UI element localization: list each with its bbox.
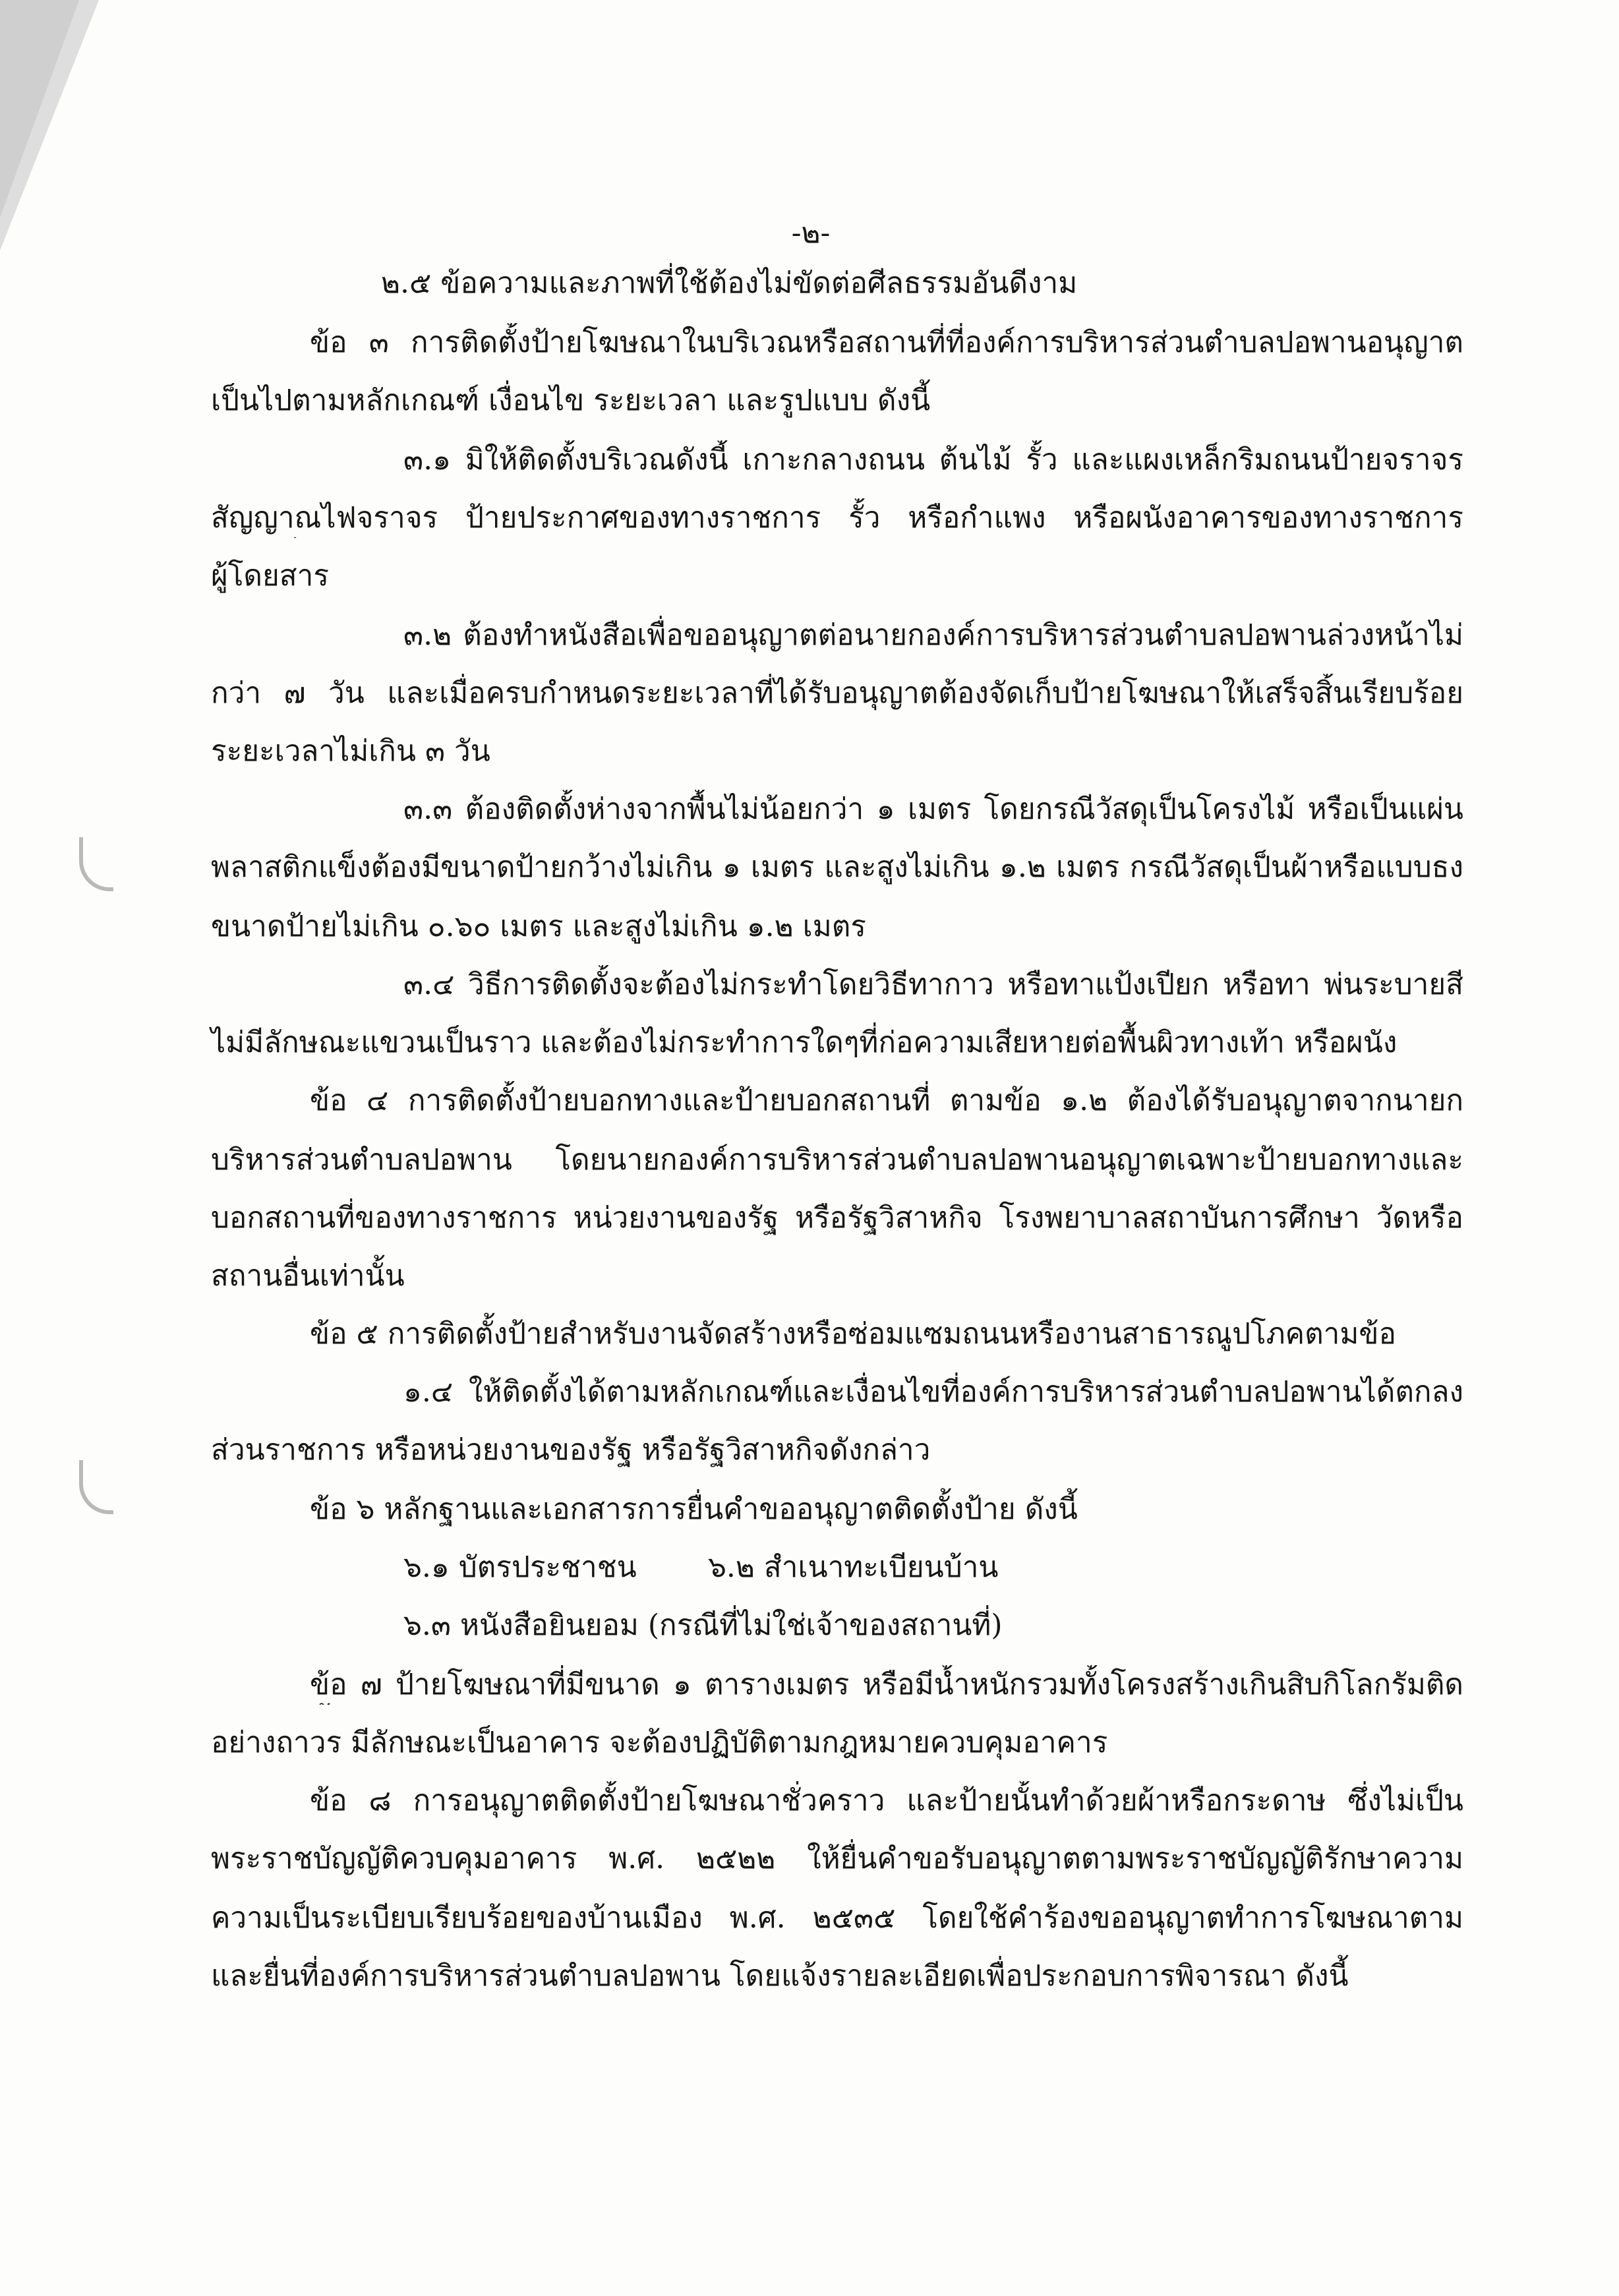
clause-3-line-1: ข้อ ๓ การติดตั้งป้ายโฆษณาในบริเวณหรือสถานที่ที่องค์การบริหารส่วนตำบลปอพานอนุญาต (310, 326, 1463, 359)
clause-4-line-4: สถานอื่นเท่านั้น (211, 1259, 405, 1293)
clause-3-1-line-3: ผู้โดยสาร (211, 559, 329, 593)
clause-3-2-line-3: ระยะเวลาไม่เกิน ๓ วัน (211, 734, 490, 768)
clause-8-line-2: พระราชบัญญัติควบคุมอาคาร พ.ศ. ๒๕๒๒ ให้ยื่นคำขอรับอนุญาตตามพระราชบัญญัติรักษาความ (211, 1842, 1463, 1875)
clause-3-line-2: เป็นไปตามหลักเกณฑ์ เงื่อนไข ระยะเวลา และรูปแบบ ดังนี้ (211, 384, 931, 417)
clause-7-line-1: ข้อ ๗ ป้ายโฆษณาที่มีขนาด ๑ ตารางเมตร หรือมีน้ำหนักรวมทั้งโครงสร้างเกินสิบกิโลกรัมติด (310, 1668, 1463, 1701)
folded-corner-shade (0, 0, 79, 218)
clause-5-line-2: ๑.๔ ให้ติดตั้งได้ตามหลักเกณฑ์และเงื่อนไขที่องค์การบริหารส่วนตำบลปอพานได้ตกลง (403, 1375, 1463, 1409)
clause-8-line-3: ความเป็นระเบียบเรียบร้อยของบ้านเมือง พ.ศ. ๒๕๓๕ โดยใช้คำร้องขออนุญาตทำการโฆษณาตาม (211, 1901, 1463, 1935)
clause-5-line-1: ข้อ ๕ การติดตั้งป้ายสำหรับงานจัดสร้างหรือซ่อมแซมถนนหรืองานสาธารณูปโภคตามข้อ (310, 1317, 1396, 1351)
clause-6-3: ๖.๓ หนังสือยินยอม (กรณีที่ไม่ใช่เจ้าของสถานที่) (403, 1608, 1003, 1642)
clause-6-line-1: ข้อ ๖ หลักฐานและเอกสารการยื่นคำขออนุญาตติดตั้งป้าย ดังนี้ (310, 1492, 1078, 1526)
clause-4-line-1: ข้อ ๔ การติดตั้งป้ายบอกทางและป้ายบอกสถานที่ ตามข้อ ๑.๒ ต้องได้รับอนุญาตจากนายก (310, 1084, 1463, 1117)
clause-3-2-line-1: ๓.๒ ต้องทำหนังสือเพื่อขออนุญาตต่อนายกองค์การบริหารส่วนตำบลปอพานล่วงหน้าไม่ (403, 618, 1463, 652)
clause-2-5: ๒.๕ ข้อความและภาพที่ใช้ต้องไม่ขัดต่อศีลธรรมอันดีงาม (381, 266, 1078, 300)
clause-3-3-line-2: พลาสติกแข็งต้องมีขนาดป้ายกว้างไม่เกิน ๑ เมตร และสูงไม่เกิน ๑.๒ เมตร กรณีวัสดุเป็นผ้าหรือแบบธง (211, 850, 1463, 884)
clause-4-line-3: บอกสถานที่ของทางราชการ หน่วยงานของรัฐ หรือรัฐวิสาหกิจ โรงพยาบาลสถาบันการศึกษา วัดหรือ (211, 1201, 1463, 1235)
clause-3-3-line-3: ขนาดป้ายไม่เกิน ๐.๖๐ เมตร และสูงไม่เกิน ๑.๒ เมตร (211, 910, 866, 943)
clause-3-3-line-1: ๓.๓ ต้องติดตั้งห่างจากพื้นไม่น้อยกว่า ๑ เมตร โดยกรณีวัสดุเป็นโครงไม้ หรือเป็นแผ่น (403, 792, 1463, 826)
clause-6-2: ๖.๒ สำเนาทะเบียนบ้าน (708, 1550, 999, 1584)
clause-7-line-2: อย่างถาวร มีลักษณะเป็นอาคาร จะต้องปฏิบัติตามกฎหมายควบคุมอาคาร (211, 1726, 1108, 1759)
clause-3-2-line-2: กว่า ๗ วัน และเมื่อครบกำหนดระยะเวลาที่ได้รับอนุญาตต้องจัดเก็บป้ายโฆษณาให้เสร็จสิ้นเรียบร้อย (211, 676, 1463, 710)
clause-8-line-4: และยื่นที่องค์การบริหารส่วนตำบลปอพาน โดยแจ้งรายละเอียดเพื่อประกอบการพิจารณา ดังนี้ (211, 1959, 1349, 1993)
clause-5-line-3: ส่วนราชการ หรือหน่วยงานของรัฐ หรือรัฐวิสาหกิจดังกล่าว (211, 1433, 931, 1467)
clause-3-4-line-1: ๓.๔ วิธีการติดตั้งจะต้องไม่กระทำโดยวิธีทากาว หรือทาแป้งเปียก หรือทา พ่นระบายสี (403, 968, 1463, 1001)
clause-3-1-line-1: ๓.๑ มิให้ติดตั้งบริเวณดังนี้ เกาะกลางถนน ต้นไม้ รั้ว และแผงเหล็กริมถนนป้ายจราจร (403, 443, 1463, 477)
clause-4-line-2: บริหารส่วนตำบลปอพาน โดยนายกองค์การบริหารส่วนตำบลปอพานอนุญาตเฉพาะป้ายบอกทางและ (211, 1143, 1463, 1177)
clause-8-line-1: ข้อ ๘ การอนุญาตติดตั้งป้ายโฆษณาชั่วคราว และป้ายนั้นทำด้วยผ้าหรือกระดาษ ซึ่งไม่เป็น (310, 1784, 1463, 1817)
page-number: -๒- (791, 216, 831, 250)
clause-3-1-line-2: สัญญาณไฟจราจร ป้ายประกาศของทางราชการ รั้ว หรือกำแพง หรือผนังอาคารของทางราชการ (211, 501, 1463, 535)
clause-6-1: ๖.๑ บัตรประชาชน (403, 1550, 637, 1584)
clause-3-4-line-2: ไม่มีลักษณะแขวนเป็นราว และต้องไม่กระทำการใดๆที่ก่อความเสียหายต่อพื้นผิวทางเท้า หรือผนัง (211, 1026, 1398, 1059)
